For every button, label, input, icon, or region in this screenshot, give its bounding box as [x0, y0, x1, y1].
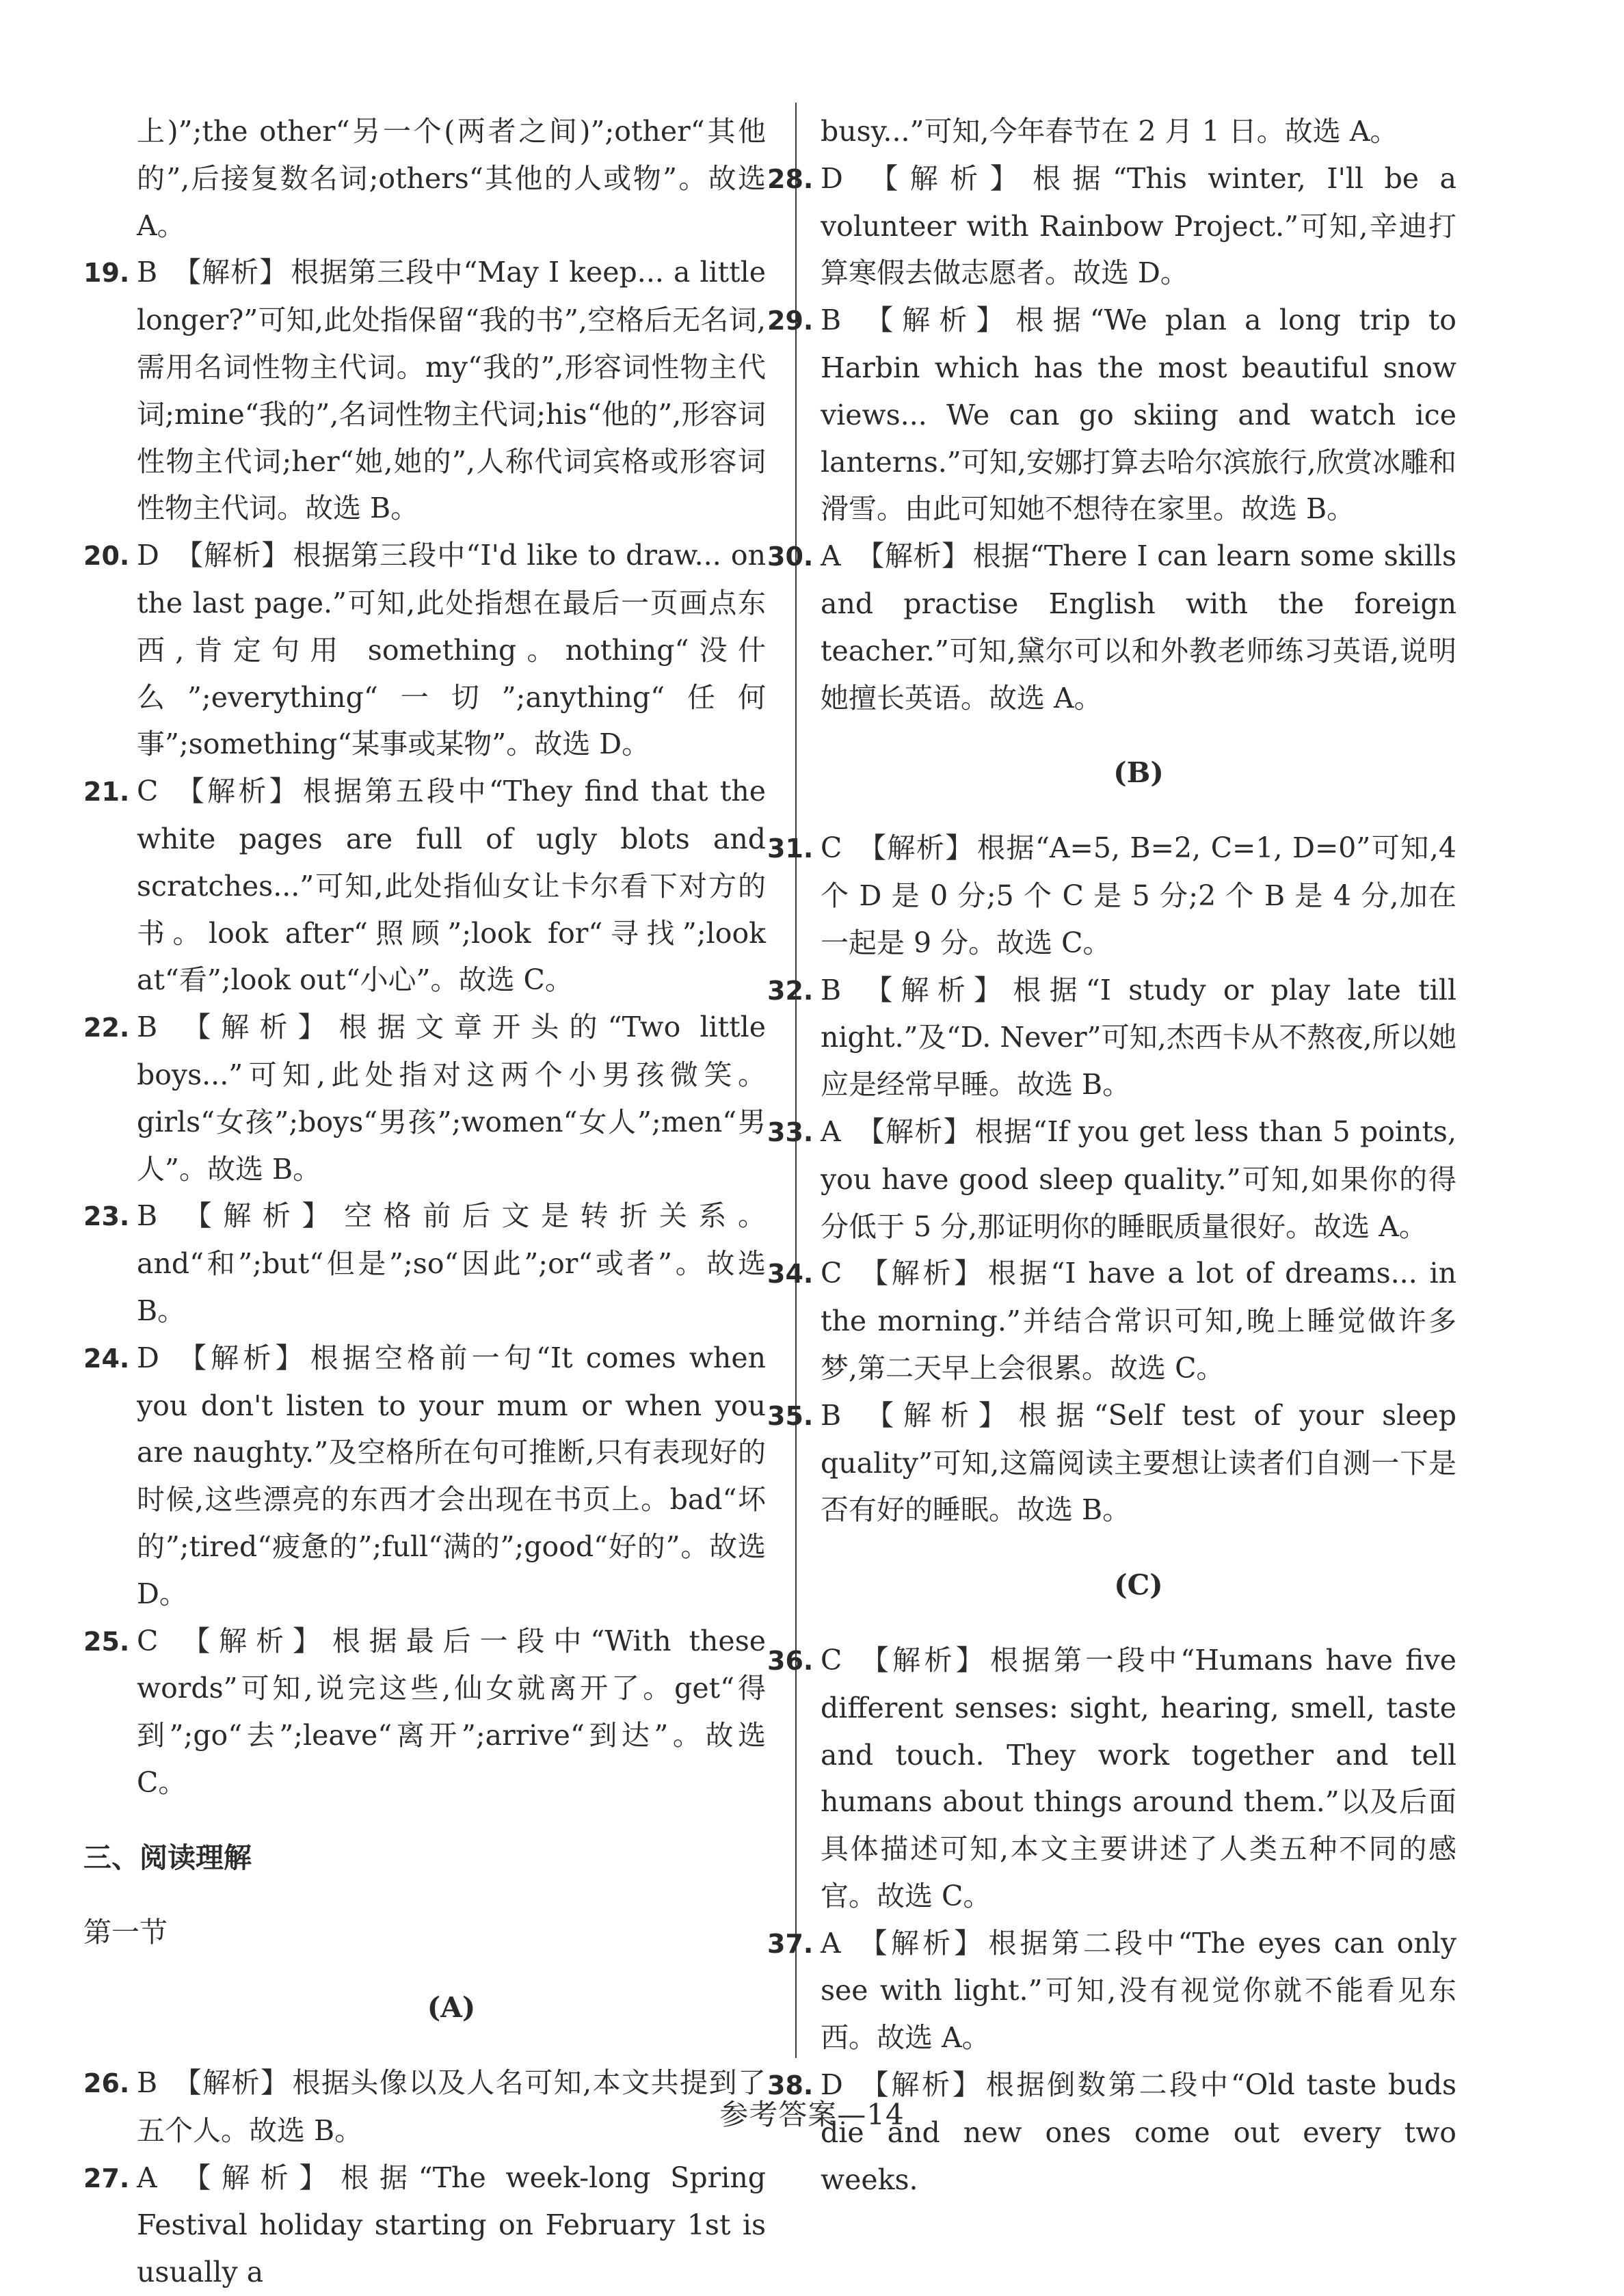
analysis-text: 根据第二段中“The eyes can only see with light.”可知,没有视觉你就不能看见东西。故选 A。 — [821, 1926, 1456, 2055]
answer-item — [767, 1108, 1457, 1250]
analysis-text: 根据“This winter, I'll be a volunteer with Rainbow Project.”可知,辛迪打算寒假去做志愿者。故选 D。 — [821, 161, 1457, 290]
analysis-tag: 【解析】 — [857, 831, 974, 865]
analysis-text: 空格前后文是转折关系。and“和”;but“但是”;so“因此”;or“或者”。故选 B。 — [137, 1199, 766, 1327]
answer-letter: A — [137, 2161, 157, 2194]
answer-letter: B — [821, 1398, 842, 1432]
column-divider — [795, 103, 797, 2058]
answer-letter: C — [821, 1643, 842, 1677]
question-number: 29. — [767, 306, 814, 336]
continued-text: busy...”可知,今年春节在 2 月 1 日。故选 A。 — [821, 115, 1398, 148]
analysis-text: 根据“The week-long Spring Festival holiday starting on February 1st is usually a — [137, 2161, 766, 2289]
answer-item — [83, 1004, 767, 1192]
analysis-tag: 【解析】 — [174, 1341, 308, 1374]
answer-item — [767, 1637, 1456, 1920]
question-number: 33. — [767, 1117, 814, 1147]
analysis-text: 根据“There I can learn some skills and practise English with the foreign teacher.”可知,黛尔可以和外教老师练习英语,说明她擅长英语。故选 A。 — [821, 539, 1456, 715]
analysis-tag: 【解析】 — [856, 1398, 1016, 1432]
answer-item — [767, 1920, 1456, 2061]
answer-letter: B — [821, 973, 842, 1006]
answer-item — [83, 768, 767, 1004]
answer-item — [767, 1392, 1457, 1534]
answer-item — [83, 1192, 766, 1334]
analysis-tag: 【解析】 — [172, 1199, 342, 1233]
analysis-text: 根据第一段中“Humans have five different senses: sight, hearing, smell, taste and touch. They work together and tell humans about things around them.”以及后面具体描述可知,本文主要讲述了人类五种不同的感官。故选 C。 — [821, 1643, 1456, 1912]
question-number: 25. — [83, 1626, 130, 1657]
answer-item — [83, 532, 766, 768]
answer-item — [767, 297, 1456, 533]
answer-letter: C — [821, 831, 842, 865]
answer-letter: B — [821, 304, 842, 337]
answer-letter: C — [137, 775, 159, 808]
analysis-text: 根据文章开头的“Two little boys...”可知,此处指对这两个小男孩微笑。girls“女孩”;boys“男孩”;women“女人”;men“男人”。故选 B。 — [137, 1011, 767, 1186]
answer-item — [767, 155, 1457, 297]
analysis-tag: 【解析】 — [857, 1643, 988, 1677]
analysis-tag: 【解析】 — [172, 2066, 290, 2100]
analysis-tag: 【解析】 — [174, 539, 291, 572]
passage-heading: (B) — [1113, 756, 1164, 790]
analysis-tag: 【解析】 — [857, 161, 1030, 195]
continued-text: 上)”;the other“另一个(两者之间)”;other“其他的”,后接复数名词;others“其他的人或物”。故选 A。 — [137, 115, 766, 242]
question-number: 34. — [767, 1259, 814, 1290]
answer-letter: D — [137, 539, 159, 572]
question-number: 20. — [83, 541, 130, 572]
answer-letter: C — [137, 1624, 159, 1657]
analysis-text: 根据“We plan a long trip to Harbin which has the most beautiful snow views... We can go skiing and watch ice lanterns.”可知,安娜打算去哈尔滨旅行,欣赏冰雕和滑雪。由此可知她不想待在家里。故选 B。 — [821, 304, 1456, 526]
analysis-tag: 【解析】 — [172, 2161, 338, 2194]
analysis-tag: 【解析】 — [857, 2068, 983, 2102]
answer-item — [767, 825, 1456, 966]
analysis-tag: 【解析】 — [173, 1624, 330, 1657]
analysis-tag: 【解析】 — [172, 256, 289, 289]
page-footer: 参考答案—14 — [719, 2098, 905, 2131]
answer-item — [767, 967, 1456, 1108]
analysis-tag: 【解析】 — [857, 1257, 985, 1290]
question-number: 19. — [83, 258, 130, 289]
analysis-tag: 【解析】 — [855, 539, 970, 573]
section-heading: 三、阅读理解 — [83, 1841, 252, 1874]
analysis-text: 根据最后一段中“With these words”可知,说完这些,仙女就离开了。get“得到”;go“去”;leave“离开”;arrive“到达”。故选 C。 — [137, 1624, 767, 1799]
answer-letter: A — [821, 1114, 841, 1148]
analysis-tag: 【解析】 — [856, 304, 1013, 337]
answer-letter: B — [137, 256, 158, 289]
question-number: 23. — [83, 1201, 130, 1232]
question-number: 27. — [83, 2163, 130, 2193]
passage-heading: (C) — [1114, 1569, 1163, 1602]
question-number: 21. — [83, 777, 130, 807]
analysis-text: 根据倒数第二段中“Old taste buds die and new ones come out every two weeks. — [821, 2068, 1456, 2196]
analysis-tag: 【解析】 — [856, 973, 1011, 1006]
question-number: 36. — [767, 1645, 814, 1676]
question-number: 22. — [83, 1013, 130, 1043]
answer-letter: D — [137, 1341, 159, 1374]
answer-item — [83, 2154, 766, 2296]
answer-letter: B — [137, 2066, 158, 2100]
answer-item — [767, 533, 1456, 721]
analysis-text: 根据第五段中“They find that the white pages are full of ugly blots and scratches...”可知,此处指仙女让卡尔看下对方的书。look after“照顾”;look for“寻找”;look at“看”;look out“小心”。故选 C。 — [137, 775, 767, 997]
answer-item — [83, 1335, 767, 1618]
answer-letter: A — [821, 1926, 841, 1960]
analysis-tag: 【解析】 — [855, 1926, 986, 1960]
question-number: 26. — [83, 2068, 130, 2099]
analysis-text: 根据第三段中“May I keep... a little longer?”可知,此处指保留“我的书”,空格后无名词,需用名词性物主代词。my“我的”,形容词性物主代词;mine“我的”,名词性物主代词;his“他的”,形容词性物主代词;her“她,她的”,人称代词宾格或形容词性物主代词。故选 B。 — [137, 256, 766, 525]
answer-letter: B — [137, 1011, 158, 1044]
analysis-tag: 【解析】 — [855, 1114, 972, 1148]
answer-letter: D — [821, 2068, 843, 2102]
answer-letter: B — [137, 1199, 158, 1233]
analysis-text: 根据“I have a lot of dreams... in the morning.”并结合常识可知,晚上睡觉做许多梦,第二天早上会很累。故选 C。 — [821, 1257, 1457, 1385]
question-number: 35. — [767, 1400, 814, 1431]
question-number: 30. — [767, 542, 814, 572]
passage-heading: (A) — [427, 1991, 476, 2025]
analysis-tag: 【解析】 — [172, 1011, 336, 1044]
answer-item — [83, 249, 766, 532]
analysis-text: 根据“A=5, B=2, C=1, D=0”可知,4 个 D 是 0 分;5 个 C 是 5 分;2 个 B 是 4 分,加在一起是 9 分。故选 C。 — [821, 831, 1456, 959]
question-number: 38. — [767, 2070, 814, 2101]
answer-item — [767, 1250, 1457, 1391]
answer-item — [83, 1618, 767, 1806]
analysis-tag: 【解析】 — [173, 775, 300, 808]
analysis-text: 根据头像以及人名可知,本文共提到了五个人。故选 B。 — [137, 2066, 767, 2147]
analysis-text: 根据“I study or play late till night.”及“D. Never”可知,杰西卡从不熬夜,所以她应是经常早睡。故选 B。 — [821, 973, 1456, 1102]
analysis-text: 根据空格前一句“It comes when you don't listen to your mum or when you are naughty.”及空格所在句可推断,只有表现好的时候,这些漂亮的东西才会出现在书页上。bad“坏的”;tired“疲惫的”;full“满的”;good“好的”。故选 D。 — [137, 1341, 767, 1610]
analysis-text: 根据“Self test of your sleep quality”可知,这篇阅读主要想让读者们自测一下是否有好的睡眠。故选 B。 — [821, 1398, 1457, 1527]
question-number: 24. — [83, 1343, 130, 1374]
answer-letter: D — [821, 161, 843, 195]
answer-letter: A — [821, 539, 841, 573]
analysis-text: 根据第三段中“I'd like to draw... on the last page.”可知,此处指想在最后一页画点东西,肯定句用 something。nothing“没什么”;everything“一切”;anything“任何事”;something“某事或某物”。故选 D。 — [137, 539, 766, 761]
left-column — [83, 108, 767, 2296]
question-number: 31. — [767, 833, 814, 864]
question-number: 37. — [767, 1928, 814, 1959]
part-label: 第一节 — [83, 1916, 168, 1949]
answer-letter: C — [821, 1257, 842, 1290]
question-number: 32. — [767, 975, 814, 1006]
analysis-text: 根据“If you get less than 5 points, you have good sleep quality.”可知,如果你的得分低于 5 分,那证明你的睡眠质量很好。故选 A。 — [821, 1114, 1457, 1243]
question-number: 28. — [767, 163, 814, 194]
